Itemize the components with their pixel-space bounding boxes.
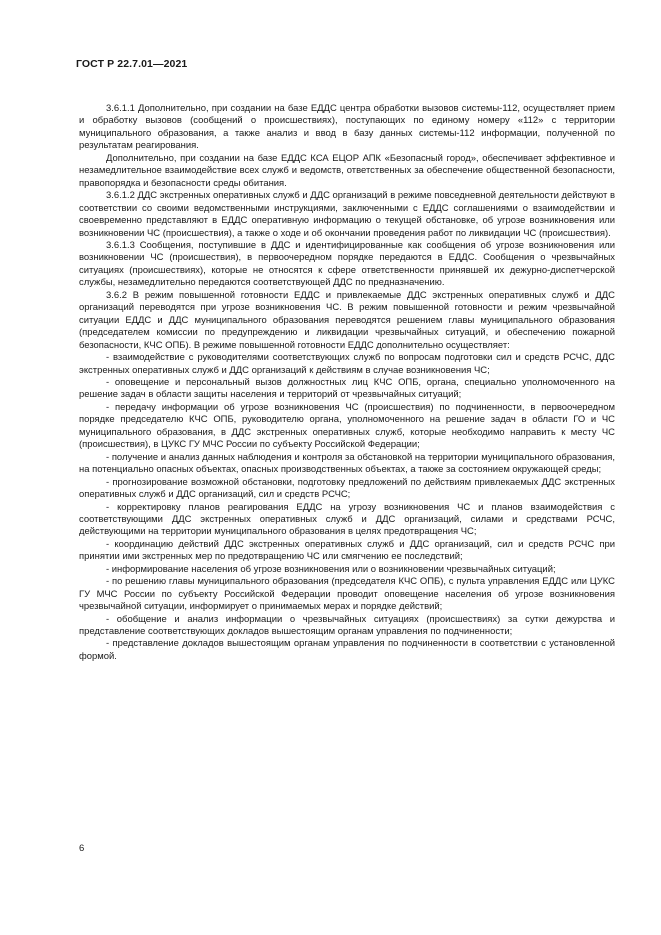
- list-item: - информирование населения об угрозе возникновения или о возникновении чрезвычайных ситуаций;: [106, 563, 556, 575]
- list-item: - корректировку планов реагирования ЕДДС на угрозу возникновения ЧС и планов взаимодействия с соответствующими ДДС экстренных оперативных служб и ДДС организаций, силами и средствами РСЧС, действующими на территории муниципального образования в целях предотвращения ЧС;: [79, 501, 615, 538]
- list-item: - представление докладов вышестоящим органам управления по подчиненности в соответствии с установленной формой.: [79, 638, 615, 662]
- list-item: - взаимодействие с руководителями соответствующих служб по вопросам подготовки сил и средств РСЧС, ДДС экстренных оперативных служб и ДДС организаций к действиям в случае возникновения ЧС;: [79, 352, 615, 376]
- list-item: - получение и анализ данных наблюдения и контроля за обстановкой на территории муниципального образования, на потенциально опасных объектах, опасных производственных объектах, а также за состоянием окружающей среды;: [79, 451, 615, 476]
- list-item: - по решению главы муниципального образования (председателя КЧС ОПБ), с пульта управления ЕДДС или ЦУКС ГУ МЧС России по субъекту Российской Федерации проводит оповещение населения об угрозе возникновения чрезвычайной ситуации, информирует о принимаемых мерах и порядке действий;: [79, 576, 615, 613]
- paragraph-3-6-1-2: 3.6.1.2 ДДС экстренных оперативных служб и ДДС организаций в режиме повседневной деятельности действуют в соответствии со своими ведомственными инструкциями, заключенными с ЕДДС соглашениями о взаимодействии и своевременно представляют в ЕДДС оперативную информацию о текущей обстановке, об угрозе возникновения или возникновении ЧС (происшествия), а также о ходе и об окончании проведения работ по ликвидации ЧС (происшествия).: [79, 190, 615, 239]
- paragraph-3-6-1-3: 3.6.1.3 Сообщения, поступившие в ДДС и идентифицированные как сообщения об угрозе возникновения или возникновении ЧС (происшествия), в первоочередном порядке передаются в ЕДДС. Сообщения о чрезвычайных ситуациях (происшествиях), которые не относятся к сфере ответственности принявшей их дежурно-диспетчерской службы, незамедлительно передаются соответствующей ДДС по предназначению.: [79, 239, 615, 289]
- document-body: [79, 103, 615, 663]
- list-item: - координацию действий ДДС экстренных оперативных служб и ДДС организаций, сил и средств РСЧС при принятии ими экстренных мер по предотвращению ЧС или смягчению ее последствий;: [79, 538, 615, 563]
- document-header: ГОСТ Р 22.7.01—2021: [76, 58, 188, 70]
- paragraph-3-6-1-1: 3.6.1.1 Дополнительно, при создании на базе ЕДДС центра обработки вызовов системы-112, осуществляет прием и обработку вызовов (сообщений о происшествиях), поступающих по единому номеру «112» с территории муниципального образования, а также анализ и ввод в базу данных системы-112 информации, полученной по результатам реагирования.: [79, 103, 615, 152]
- list-item: - обобщение и анализ информации о чрезвычайных ситуациях (происшествиях) за сутки дежурства и представление соответствующих докладов вышестоящим органам управления по подчиненности;: [79, 613, 615, 638]
- list-item: - прогнозирование возможной обстановки, подготовку предложений по действиям привлекаемых ДДС экстренных оперативных служб и ДДС организаций, сил и средств РСЧС;: [79, 476, 615, 501]
- list-item: - оповещение и персональный вызов должностных лиц КЧС ОПБ, органа, специально уполномоченного на решение задач в области защиты населения и территорий от чрезвычайных ситуаций;: [79, 376, 615, 401]
- paragraph-3-6-2: 3.6.2 В режим повышенной готовности ЕДДС и привлекаемые ДДС экстренных оперативных служб и ДДС организаций переводятся при угрозе возникновения ЧС. В режим повышенной готовности и режим чрезвычайной ситуации ЕДДС и ДДС муниципального образования переводятся решением главы муниципального образования (председателем комиссии по предупреждению и ликвидации чрезвычайных ситуаций, и обеспечению пожарной безопасности, КЧС ОПБ). В режиме повышенной готовности ЕДДС дополнительно осуществляет:: [79, 289, 615, 351]
- paragraph-ecor-addition: Дополнительно, при создании на базе ЕДДС КСА ЕЦОР АПК «Безопасный город», обеспечивает эффективное и незамедлительное взаимодействие всех служб и ведомств, ответственных за обеспечение общественной безопасности, правопорядка и безопасности среды обитания.: [79, 152, 615, 189]
- list-item: - передачу информации об угрозе возникновения ЧС (происшествия) по подчиненности, в первоочередном порядке председателю КЧС ОПБ, руководителю органа, уполномоченного на решение задач в области ГО и ЧС муниципального образования, в ДДС экстренных оперативных служб, которые необходимо направить к месту ЧС (происшествия), в ЦУКС ГУ МЧС России по субъекту Российской Федерации;: [79, 401, 615, 451]
- page-number: 6: [79, 843, 85, 854]
